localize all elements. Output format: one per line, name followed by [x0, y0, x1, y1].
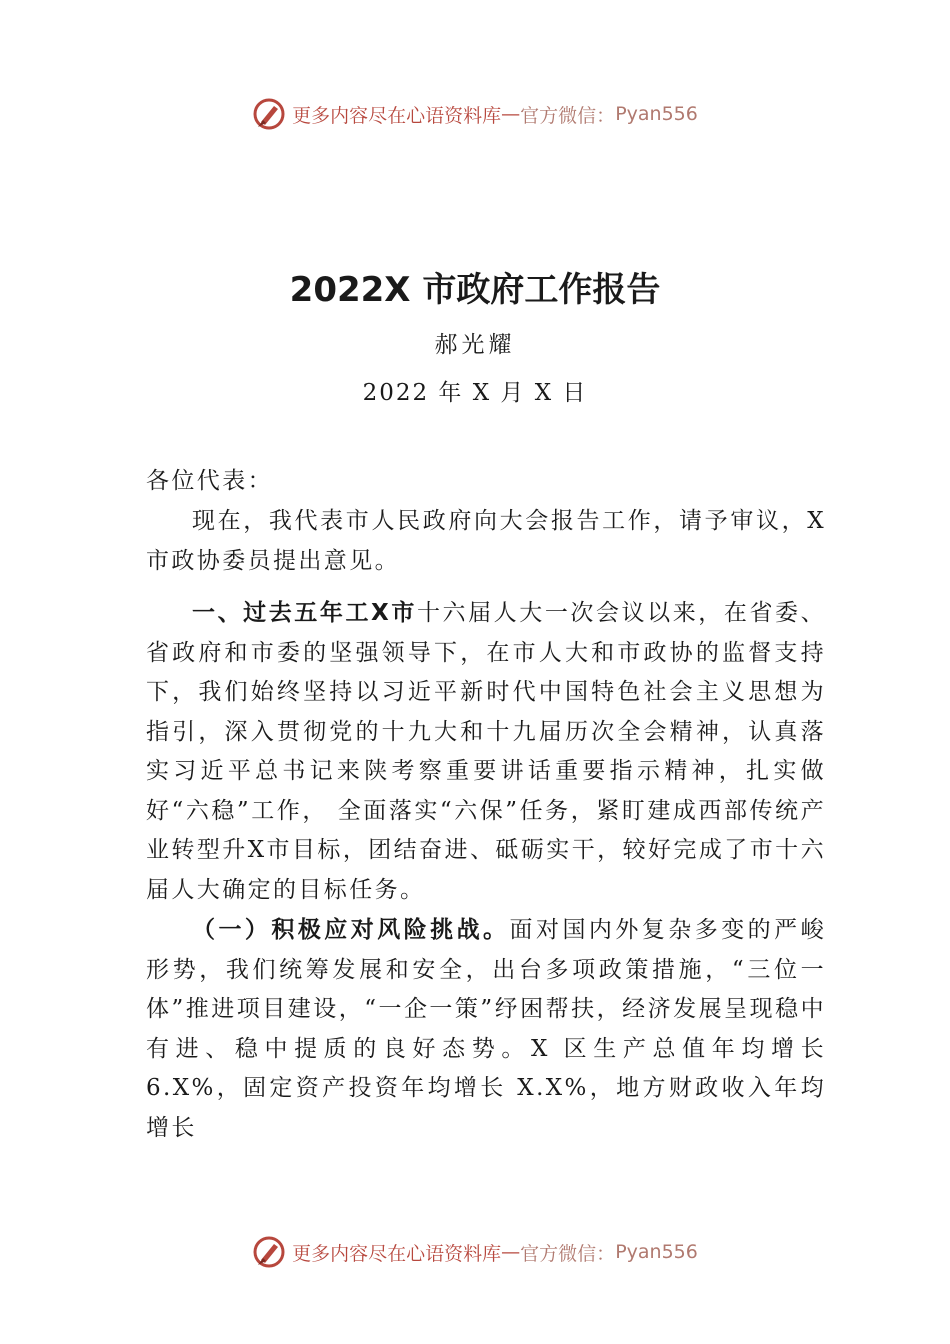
watermark-wechat-id: Pyan556: [615, 1241, 698, 1263]
watermark-main-text: 更多内容尽在心语资料库: [292, 1242, 502, 1265]
subsection1-paragraph: [146, 910, 826, 1148]
watermark-main-text: 更多内容尽在心语资料库: [292, 104, 502, 127]
pen-logo-icon: [252, 97, 286, 131]
subsection1-heading: （一）积极应对风险挑战。: [192, 916, 510, 943]
watermark-dash: —: [501, 1241, 521, 1263]
document-author: 郝光耀: [434, 332, 516, 358]
header-watermark: [0, 94, 950, 134]
section1-heading: 一、过去五年工X市: [192, 600, 417, 626]
subsection1-text: 面对国内外复杂多变的严峻形势，我们统筹发展和安全，出台多项政策措施，“三位一体”推进项目建设，“一企一策”纾困帮扶，经济发展呈现稳中有进、稳中提质的良好态势。X 区生产总值年均增长 6.X%，固定资产投资年均增长 X.X%，地方财政收入年均增长: [146, 917, 826, 1141]
watermark-official-label: 官方微信：: [520, 1242, 616, 1265]
watermark-dash: —: [501, 103, 521, 125]
watermark-official-label: 官方微信：: [520, 104, 616, 127]
footer-watermark: [0, 1232, 950, 1272]
document-title: 2022X 市政府工作报告: [289, 270, 661, 310]
watermark-wechat-id: Pyan556: [615, 103, 698, 125]
section1-text: 十六届人大一次会议以来，在省委、省政府和市委的坚强领导下，在市人大和市政协的监督支持下，我们始终坚持以习近平新时代中国特色社会主义思想为指引，深入贯彻党的十九大和十九届历次全会精神，认真落实习近平总书记来陕考察重要讲话重要指示精神，扎实做好“六稳”工作， 全面落实“六保”任务，紧盯建成西部传统产业转型升X市目标，团结奋进、砥砺实干，较好完成了市十六届人大确定的目标任务。: [146, 600, 826, 903]
document-date: 2022 年 X 月 X 日: [362, 380, 588, 406]
section1-paragraph: [146, 594, 826, 910]
intro-paragraph: 现在，我代表市人民政府向大会报告工作，请予审议，X 市政协委员提出意见。: [146, 508, 826, 574]
greeting: 各位代表：: [146, 468, 273, 494]
pen-logo-icon: [252, 1235, 286, 1269]
